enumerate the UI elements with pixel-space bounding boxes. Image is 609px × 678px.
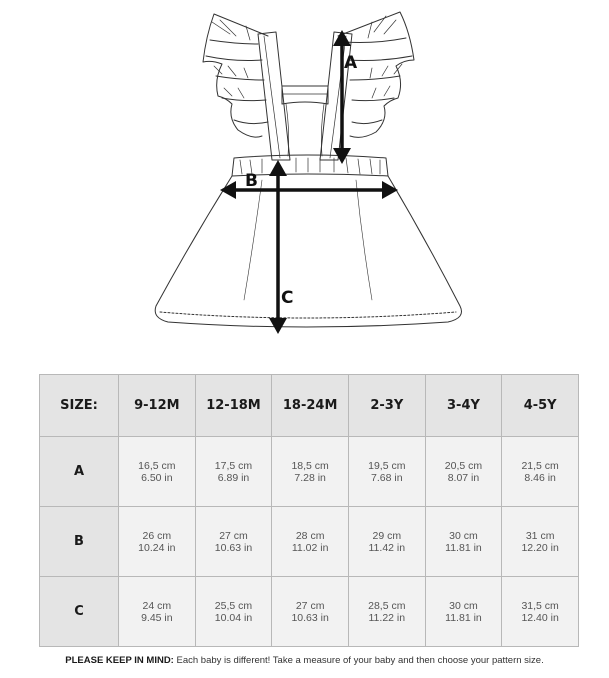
- measurement-in-value: 11.02 in: [291, 541, 329, 554]
- measurement-in-value: 8.07 in: [447, 471, 480, 484]
- measurement-cm-value: 21,5 cm: [521, 459, 559, 472]
- size-column-header: 3-4Y: [425, 375, 502, 437]
- measurement-in-value: 11.81 in: [445, 611, 482, 624]
- measurement-cell: [348, 507, 425, 577]
- measurement-cm-value: 27 cm: [219, 529, 248, 542]
- measurement-cm-value: 25,5 cm: [214, 599, 253, 612]
- measurement-cm-value: 18,5 cm: [291, 459, 329, 472]
- measurement-cm-value: 31 cm: [525, 529, 555, 542]
- measurement-cell: [119, 577, 196, 647]
- measurement-in-value: 10.24 in: [138, 541, 176, 554]
- measurement-in-value: 7.28 in: [294, 471, 326, 484]
- measurement-in-value: 12.20 in: [521, 541, 559, 554]
- measurement-cm-value: 28,5 cm: [368, 599, 406, 612]
- measurement-cell: [272, 577, 349, 647]
- measurement-in-value: 12.40 in: [521, 611, 559, 624]
- measurement-cm-value: 26 cm: [142, 529, 172, 542]
- measurement-cell: [119, 437, 196, 507]
- size-column-header: 2-3Y: [348, 375, 425, 437]
- measurement-cell: [502, 507, 579, 577]
- measurement-row-b: [40, 507, 579, 577]
- size-column-header: 18-24M: [272, 375, 349, 437]
- label-b: B: [245, 171, 258, 191]
- measurement-in-value: 10.63 in: [291, 611, 329, 624]
- measurement-in-value: 11.81 in: [445, 541, 482, 554]
- measurement-cm-value: 16,5 cm: [138, 459, 176, 472]
- measurement-cm-value: 30 cm: [449, 529, 478, 542]
- measurement-cm-value: 30 cm: [449, 599, 478, 612]
- measurement-cell: [502, 577, 579, 647]
- size-column-header: 12-18M: [195, 375, 272, 437]
- size-header-label: SIZE:: [40, 375, 119, 437]
- measurement-cell: [195, 437, 272, 507]
- measurement-in-value: 8.46 in: [524, 471, 556, 484]
- size-chart-table: [39, 374, 579, 647]
- measurement-in-value: 6.89 in: [217, 471, 250, 484]
- straps-drawing: [258, 32, 352, 160]
- measurement-cell: [425, 437, 502, 507]
- bib-drawing: [282, 86, 328, 156]
- measurement-cell: [195, 577, 272, 647]
- right-ruffle-drawing: [338, 12, 414, 137]
- measurement-cm-value: 19,5 cm: [368, 459, 406, 472]
- skirt-drawing: [155, 176, 461, 327]
- size-column-header: 4-5Y: [502, 375, 579, 437]
- measurement-in-value: 11.22 in: [368, 611, 406, 624]
- measurement-arrow-a: [333, 30, 351, 164]
- measurement-row-label: A: [40, 437, 119, 507]
- measurement-cell: [502, 437, 579, 507]
- left-ruffle-drawing: [203, 14, 268, 137]
- measurement-row-c: [40, 577, 579, 647]
- measurement-cell: [272, 437, 349, 507]
- measurement-row-label: B: [40, 507, 119, 577]
- measurement-cm-value: 28 cm: [295, 529, 325, 542]
- footer-note-strong: PLEASE KEEP IN MIND:: [65, 655, 174, 666]
- label-a: A: [344, 53, 358, 73]
- measurement-in-value: 10.04 in: [214, 611, 253, 624]
- label-c: C: [281, 288, 294, 308]
- measurement-row-label: C: [40, 577, 119, 647]
- size-column-header: 9-12M: [119, 375, 196, 437]
- measurement-in-value: 9.45 in: [141, 611, 173, 624]
- measurement-row-a: [40, 437, 579, 507]
- measurement-in-value: 10.63 in: [214, 541, 253, 554]
- measurement-cell: [272, 507, 349, 577]
- footer-note: [0, 655, 609, 666]
- measurement-cell: [425, 507, 502, 577]
- measurement-cell: [348, 437, 425, 507]
- measurement-in-value: 11.42 in: [368, 541, 406, 554]
- measurement-in-value: 6.50 in: [141, 471, 173, 484]
- measurement-in-value: 7.68 in: [371, 471, 403, 484]
- measurement-cm-value: 27 cm: [295, 599, 325, 612]
- measurement-cm-value: 20,5 cm: [444, 459, 483, 472]
- measurement-cm-value: 17,5 cm: [214, 459, 253, 472]
- measurement-cell: [425, 577, 502, 647]
- measurement-cm-value: 29 cm: [372, 529, 402, 542]
- measurement-cm-value: 31,5 cm: [521, 599, 559, 612]
- measurement-cell: [195, 507, 272, 577]
- footer-note-text: Each baby is different! Take a measure of your baby and then choose your pattern size.: [173, 655, 544, 666]
- measurement-cm-value: 24 cm: [142, 599, 172, 612]
- measurement-cell: [119, 507, 196, 577]
- measurement-cell: [348, 577, 425, 647]
- size-header-row: [40, 375, 579, 437]
